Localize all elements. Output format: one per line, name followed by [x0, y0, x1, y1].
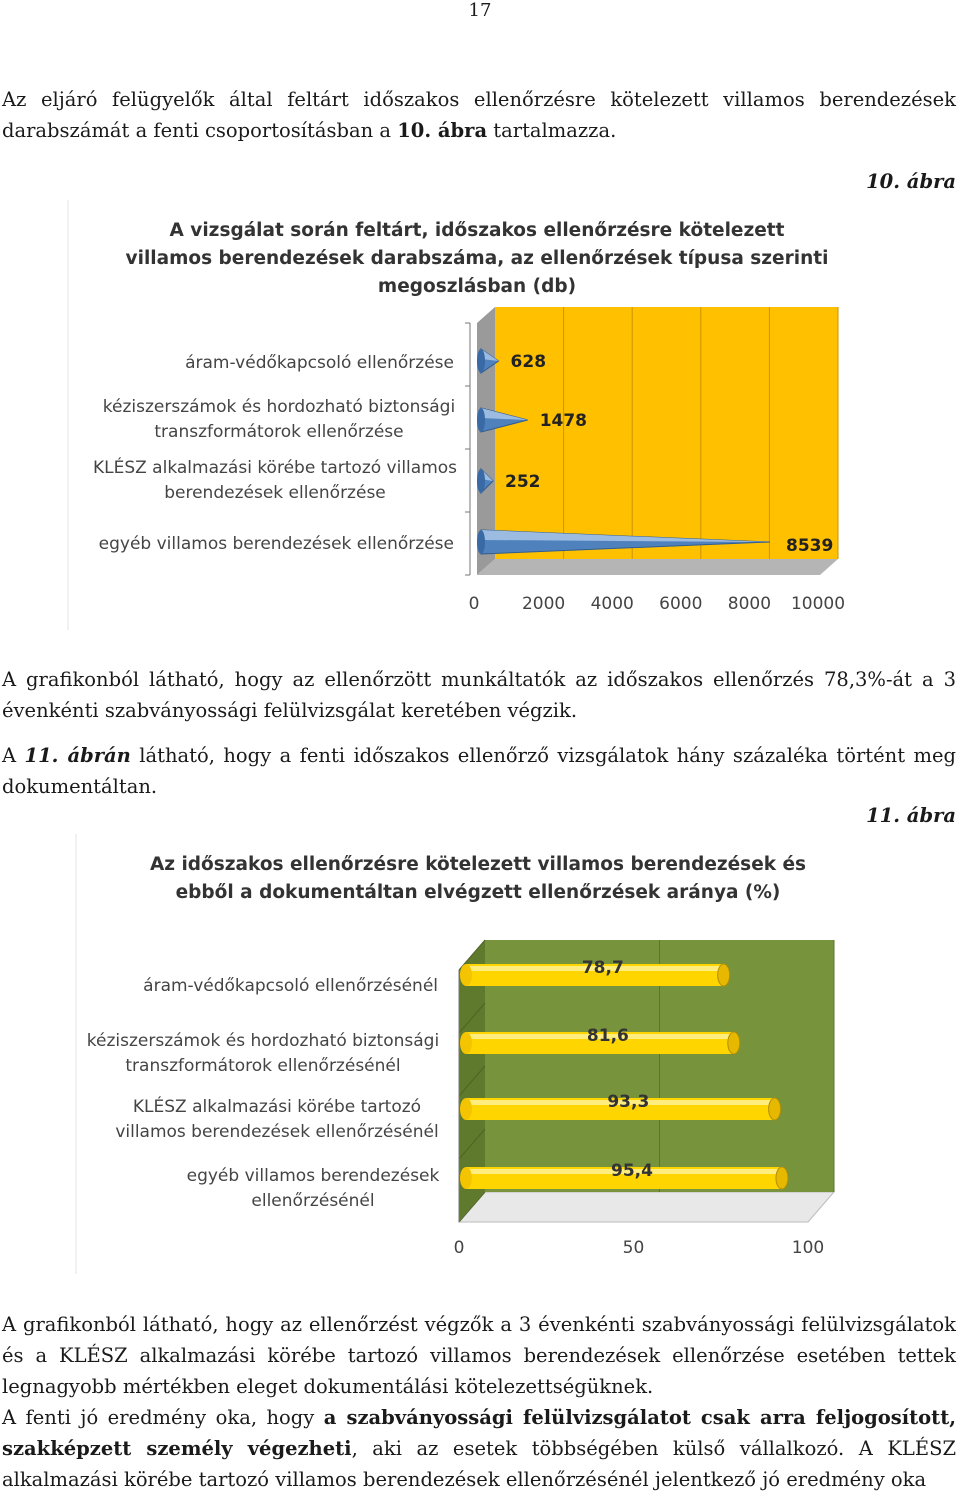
chart1-category-label: kéziszerszámok és hordozható biztonsági: [102, 397, 456, 417]
closing-paragraph-2: A fenti jó eredmény oka, hogy a szabványossági felülvizsgálatot csak arra feljogosított, szakképzett személy végezheti, aki az esetek többségében külső vállalkozó. A KLÉSZ alkalmazási körébe tartozó villamos berendezések ellenőrzésénél jelentkező jó eredmény oka: [2, 1406, 956, 1491]
chart1-floor: [477, 559, 838, 575]
chart2-category-label: egyéb villamos berendezések: [186, 1166, 440, 1186]
chart1-tick-label: 0: [468, 594, 480, 614]
chart2-value-label: 78,7: [581, 958, 624, 978]
chart1-value-label: 1478: [539, 411, 588, 431]
chart2-floor: [459, 1192, 834, 1222]
chart2-bar-base: [460, 1167, 472, 1189]
chart2-value-label: 93,3: [607, 1092, 650, 1112]
chart2-category-label: KLÉSZ alkalmazási körébe tartozó: [132, 1097, 422, 1117]
chart1-value-label: 628: [510, 352, 547, 372]
chart1-category-label: berendezések ellenőrzése: [164, 483, 386, 503]
chart2-tick-label: 100: [791, 1238, 825, 1258]
figure-2-label: 11. ábra: [866, 804, 956, 827]
chart2-bar-cap: [718, 964, 730, 986]
closing-bold-text: a szabványossági felülvizsgálatot csak arra feljogosított, szakképzett személy végezheti: [2, 1406, 956, 1460]
chart2-title-line: ebből a dokumentáltan elvégzett ellenőrzések aránya (%): [175, 882, 781, 903]
chart1-category-label: áram-védőkapcsoló ellenőrzése: [185, 353, 454, 373]
chart1-title-line: megoszlásban (db): [377, 276, 577, 297]
chart1-tick-label: 8000: [727, 594, 772, 614]
chart2-bar-base: [460, 1098, 472, 1120]
chart1-tick-label: 10000: [790, 594, 846, 614]
chart-10-device-counts: [0, 195, 960, 635]
figure-11-ref: 11. ábrán: [24, 744, 131, 767]
chart2-category-label: ellenőrzésénél: [251, 1191, 375, 1211]
chart1-title-line: villamos berendezések darabszáma, az ellenőrzések típusa szerinti: [125, 248, 829, 269]
chart1-value-label: 252: [505, 472, 541, 492]
chart1-tick-label: 4000: [590, 594, 634, 614]
chart2-bar-base: [460, 1032, 472, 1054]
intro-text-2: tartalmazza.: [487, 119, 617, 142]
chart1-tick-label: 2000: [521, 594, 566, 614]
chart1-value-label: 8539: [786, 536, 834, 556]
chart1-back-wall: [495, 307, 838, 559]
chart2-category-label: villamos berendezések ellenőrzésénél: [115, 1122, 439, 1142]
chart1-bar-cone-base: [477, 530, 485, 554]
chart2-category-label: transzformátorok ellenőrzésénél: [125, 1056, 401, 1076]
chart2-category-label: kéziszerszámok és hordozható biztonsági: [86, 1031, 440, 1051]
chart1-title-line: A vizsgálat során feltárt, időszakos ellenőrzésre kötelezett: [169, 220, 785, 241]
chart2-tick-label: 50: [622, 1238, 645, 1258]
chart1-category-label: egyéb villamos berendezések ellenőrzése: [98, 534, 454, 554]
chart1-tick-label: 6000: [659, 594, 703, 614]
figure-1-label: 10. ábra: [866, 170, 956, 193]
chart2-title-line: Az időszakos ellenőrzésre kötelezett villamos berendezések és: [149, 854, 807, 875]
chart2-bar-cap: [728, 1032, 740, 1054]
paragraph-after-figure-1: A grafikonból látható, hogy az ellenőrzött munkáltatók az időszakos ellenőrzés 78,3%-át a 3 évenkénti szabványossági felülvizsgálat keretében végzik.: [2, 668, 956, 722]
chart2-bar-cap: [776, 1167, 788, 1189]
intro-figure-ref: 10. ábra: [397, 119, 488, 142]
chart2-tick-label: 0: [453, 1238, 465, 1258]
chart1-category-label: KLÉSZ alkalmazási körébe tartozó villamos: [92, 458, 458, 478]
chart1-bar-cone-base: [477, 469, 485, 493]
chart1-bar-cone-base: [477, 408, 485, 432]
chart1-bar-cone-base: [477, 349, 485, 373]
chart2-value-label: 95,4: [610, 1161, 653, 1181]
chart2-bar-base: [460, 964, 472, 986]
chart-11-documented-ratio: [0, 832, 960, 1277]
page-number: 17: [468, 0, 492, 21]
paragraph-figure-11-ref: A 11. ábrán látható, hogy a fenti időszakos ellenőrző vizsgálatok hány százaléka történt meg dokumentáltan.: [2, 744, 956, 798]
intro-paragraph: [2, 84, 956, 146]
closing-paragraph-1: A grafikonból látható, hogy az ellenőrzést végzők a 3 évenkénti szabványossági felülvizsgálatok és a KLÉSZ alkalmazási körébe tartozó villamos berendezések ellenőrzése esetében tettek legnagyobb mértékben eleget dokumentálási kötelezettségüknek.: [2, 1313, 956, 1398]
chart1-category-label: transzformátorok ellenőrzése: [154, 422, 404, 442]
chart2-bar-cap: [769, 1098, 781, 1120]
chart2-category-label: áram-védőkapcsoló ellenőrzésénél: [143, 976, 438, 996]
chart2-value-label: 81,6: [586, 1026, 629, 1046]
intro-text-1: Az eljáró felügyelők által feltárt időszakos ellenőrzésre kötelezett villamos berendezések darabszámát a fenti csoportosításban a: [2, 88, 956, 142]
